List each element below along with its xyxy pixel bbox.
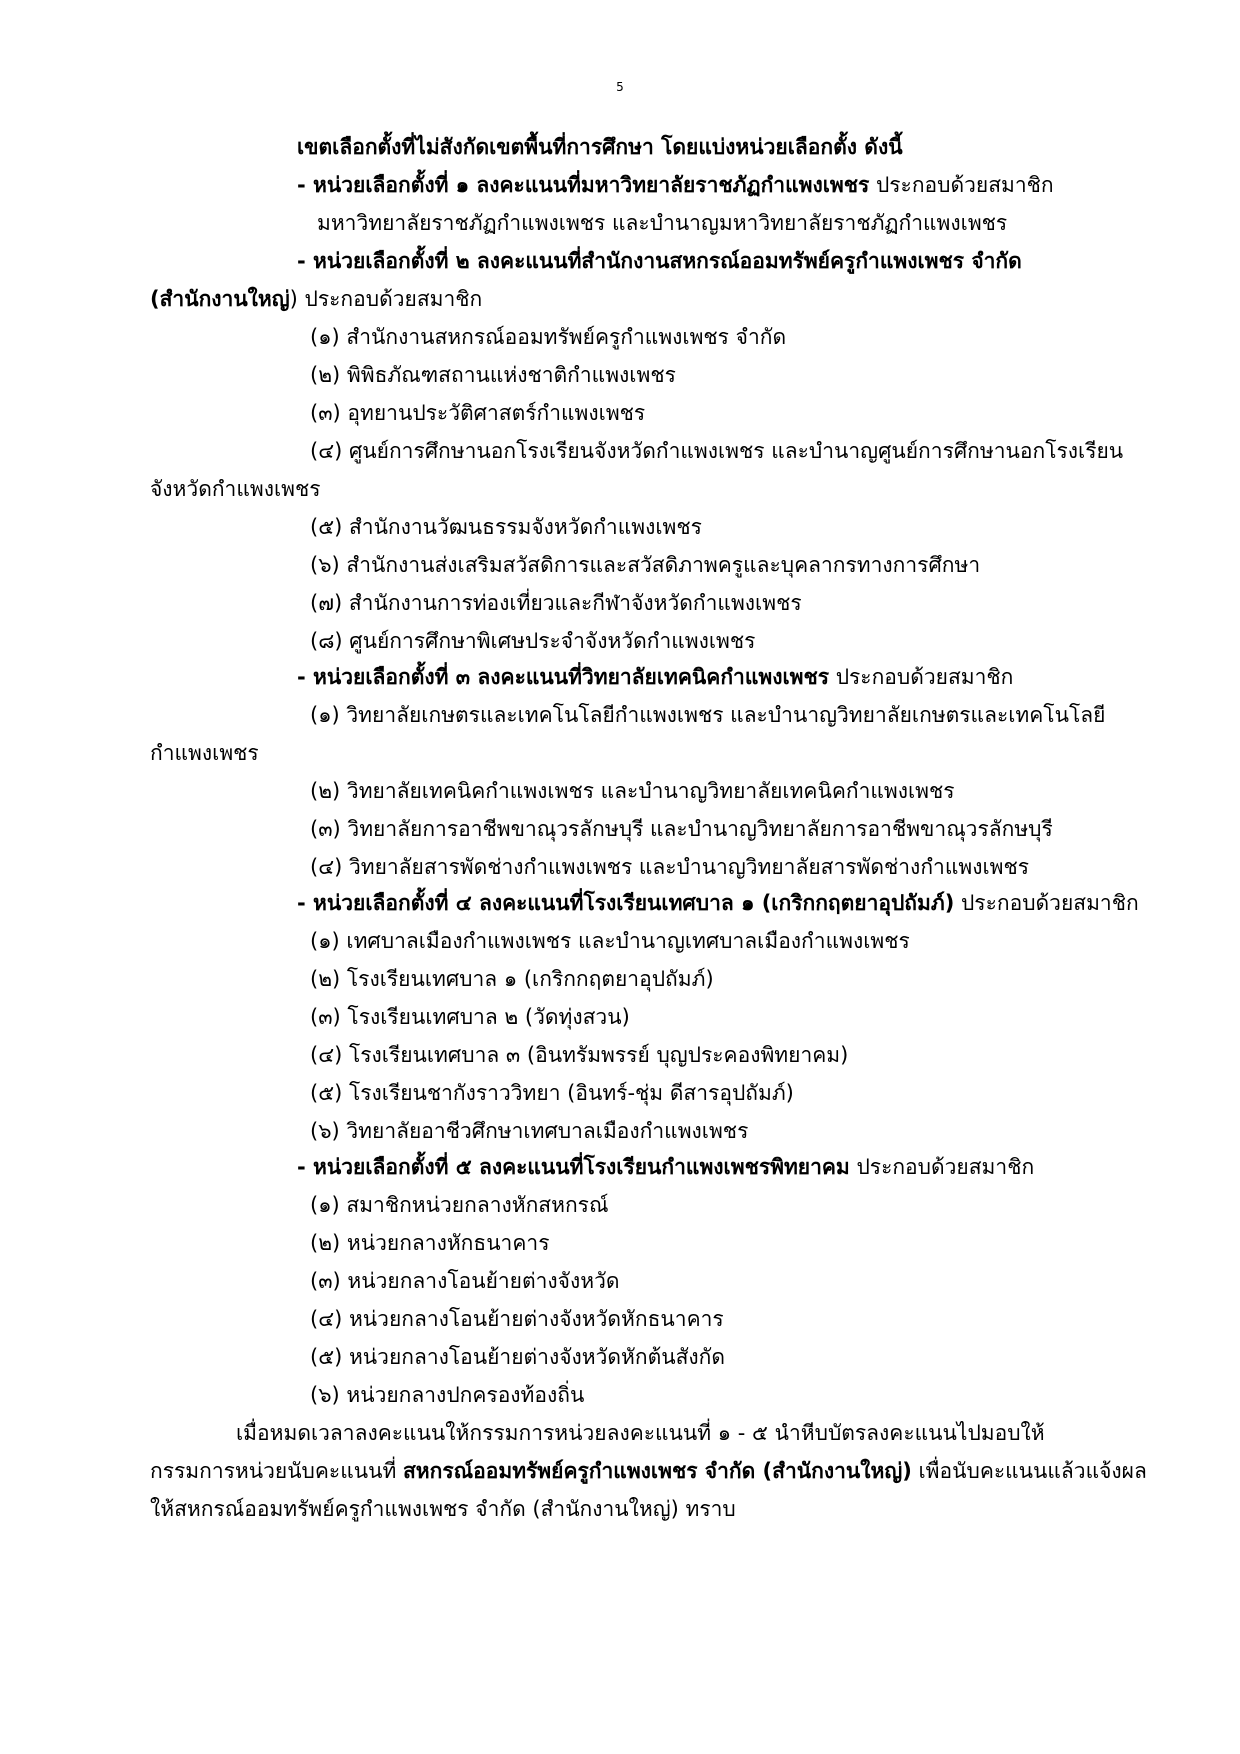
unit2-cont-normal: ) ประกอบด้วยสมาชิก — [289, 287, 483, 311]
closing-line-2-a: กรรมการหน่วยนับคะแนนที่ — [150, 1459, 403, 1483]
unit2-cont-bold: (สำนักงานใหญ่ — [150, 287, 290, 311]
unit4-item: (๒) โรงเรียนเทศบาล ๑ (เกริกกฤตยาอุปถัมภ์) — [310, 967, 714, 991]
unit2-item: (๕) สำนักงานวัฒนธรรมจังหวัดกำแพงเพชร — [310, 515, 702, 539]
unit5-item: (๔) หน่วยกลางโอนย้ายต่างจังหวัดหักธนาคาร — [310, 1307, 724, 1331]
unit5-item: (๕) หน่วยกลางโอนย้ายต่างจังหวัดหักต้นสังกัด — [310, 1345, 726, 1369]
unit3-suffix: ประกอบด้วยสมาชิก — [829, 665, 1014, 689]
unit5-item: (๓) หน่วยกลางโอนย้ายต่างจังหวัด — [310, 1269, 620, 1293]
unit3-item: (๓) วิทยาลัยการอาชีพขาณุวรลักษบุรี และบำนาญวิทยาลัยการอาชีพขาณุวรลักษบุรี — [310, 817, 1053, 841]
unit3-title: - หน่วยเลือกตั้งที่ ๓ ลงคะแนนที่วิทยาลัยเทคนิคกำแพงเพชร — [297, 665, 830, 689]
unit1-title: - หน่วยเลือกตั้งที่ ๑ ลงคะแนนที่มหาวิทยาลัยราชภัฏกำแพงเพชร — [297, 173, 870, 197]
unit4-line — [297, 888, 1139, 918]
closing-line-2-b: สหกรณ์ออมทรัพย์ครูกำแพงเพชร จำกัด (สำนักงานใหญ่) — [402, 1459, 912, 1483]
unit2-item: (๔) ศูนย์การศึกษานอกโรงเรียนจังหวัดกำแพงเพชร และบำนาญศูนย์การศึกษานอกโรงเรียน — [310, 439, 1124, 463]
unit5-line — [297, 1152, 1034, 1182]
unit1-suffix: ประกอบด้วยสมาชิก — [869, 173, 1054, 197]
unit5-item: (๒) หน่วยกลางหักธนาคาร — [310, 1231, 550, 1255]
unit1-cont: มหาวิทยาลัยราชภัฏกำแพงเพชร และบำนาญมหาวิทยาลัยราชภัฏกำแพงเพชร — [317, 211, 1008, 235]
closing-line-1: เมื่อหมดเวลาลงคะแนนให้กรรมการหน่วยลงคะแนนที่ ๑ - ๕ นำหีบบัตรลงคะแนนไปมอบให้ — [236, 1421, 1045, 1445]
closing-line-3: ให้สหกรณ์ออมทรัพย์ครูกำแพงเพชร จำกัด (สำนักงานใหญ่) ทราบ — [150, 1497, 736, 1521]
unit3-item-cont: กำแพงเพชร — [150, 741, 259, 765]
unit5-item: (๑) สมาชิกหน่วยกลางหักสหกรณ์ — [310, 1193, 609, 1217]
unit3-item: (๔) วิทยาลัยสารพัดช่างกำแพงเพชร และบำนาญวิทยาลัยสารพัดช่างกำแพงเพชร — [310, 855, 1030, 879]
unit4-item: (๔) โรงเรียนเทศบาล ๓ (อินทรัมพรรย์ บุญประคองพิทยาคม) — [310, 1043, 849, 1067]
unit5-title: - หน่วยเลือกตั้งที่ ๕ ลงคะแนนที่โรงเรียนกำแพงเพชรพิทยาคม — [297, 1155, 850, 1179]
unit2-item: (๑) สำนักงานสหกรณ์ออมทรัพย์ครูกำแพงเพชร จำกัด — [310, 325, 787, 349]
unit4-item: (๑) เทศบาลเมืองกำแพงเพชร และบำนาญเทศบาลเมืองกำแพงเพชร — [310, 929, 910, 953]
unit3-item: (๑) วิทยาลัยเกษตรและเทคโนโลยีกำแพงเพชร และบำนาญวิทยาลัยเกษตรและเทคโนโลยี — [310, 703, 1106, 727]
unit3-item: (๒) วิทยาลัยเทคนิคกำแพงเพชร และบำนาญวิทยาลัยเทคนิคกำแพงเพชร — [310, 779, 955, 803]
unit2-item: (๖) สำนักงานส่งเสริมสวัสดิการและสวัสดิภาพครูและบุคลากรทางการศึกษา — [310, 553, 981, 577]
unit1-line — [297, 170, 1054, 200]
unit4-suffix: ประกอบด้วยสมาชิก — [954, 891, 1139, 915]
unit5-suffix: ประกอบด้วยสมาชิก — [849, 1155, 1035, 1179]
unit2-cont — [150, 284, 482, 314]
closing-line-2 — [150, 1456, 1147, 1486]
unit4-title: - หน่วยเลือกตั้งที่ ๔ ลงคะแนนที่โรงเรียนเทศบาล ๑ (เกริกกฤตยาอุปถัมภ์) — [297, 891, 955, 915]
unit2-item: (๗) สำนักงานการท่องเที่ยวและกีฬาจังหวัดกำแพงเพชร — [310, 591, 802, 615]
unit2-item: (๒) พิพิธภัณฑสถานแห่งชาติกำแพงเพชร — [310, 363, 676, 387]
unit4-item: (๓) โรงเรียนเทศบาล ๒ (วัดทุ่งสวน) — [310, 1005, 630, 1029]
unit4-item: (๕) โรงเรียนชากังราววิทยา (อินทร์-ชุ่ม ดีสารอุปถัมภ์) — [310, 1081, 794, 1105]
unit2-title: - หน่วยเลือกตั้งที่ ๒ ลงคะแนนที่สำนักงานสหกรณ์ออมทรัพย์ครูกำแพงเพชร จำกัด — [297, 249, 1022, 273]
unit2-item-cont: จังหวัดกำแพงเพชร — [150, 477, 321, 501]
unit4-item: (๖) วิทยาลัยอาชีวศึกษาเทศบาลเมืองกำแพงเพชร — [310, 1119, 749, 1143]
unit3-line — [297, 662, 1013, 692]
unit5-item: (๖) หน่วยกลางปกครองท้องถิ่น — [310, 1383, 585, 1407]
closing-line-2-c: เพื่อนับคะแนนแล้วแจ้งผล — [911, 1459, 1147, 1483]
unit2-item: (๘) ศูนย์การศึกษาพิเศษประจำจังหวัดกำแพงเพชร — [310, 629, 756, 653]
page-number: 5 — [616, 80, 624, 94]
section-heading: เขตเลือกตั้งที่ไม่สังกัดเขตพื้นที่การศึกษา โดยแบ่งหน่วยเลือกตั้ง ดังนี้ — [297, 135, 903, 159]
unit2-item: (๓) อุทยานประวัติศาสตร์กำแพงเพชร — [310, 401, 646, 425]
